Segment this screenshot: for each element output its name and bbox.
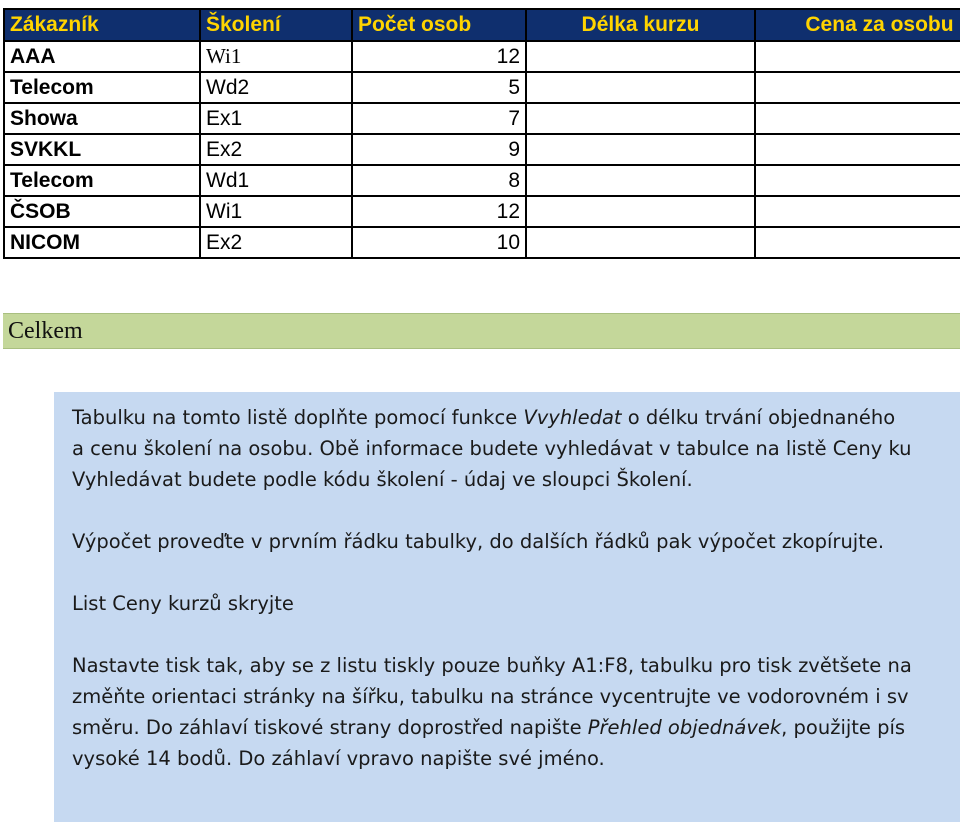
table-row (4, 134, 960, 165)
header-course[interactable]: Školení (200, 9, 352, 41)
cell-course[interactable]: Wd2 (200, 72, 352, 103)
cell-course-length[interactable] (526, 41, 755, 72)
cell-course-length[interactable] (526, 134, 755, 165)
cell-price-per-person[interactable] (755, 103, 960, 134)
instruction-line: Tabulku na tomto listě doplňte pomocí funkce Vvyhledat o délku trvání objednaného (72, 406, 896, 429)
table-row (4, 196, 960, 227)
instruction-line: směru. Do záhlaví tiskové strany doprostřed napište Přehled objednávek, použijte pís (72, 716, 906, 739)
header-price-per-person[interactable]: Cena za osobu (755, 9, 960, 41)
cell-persons[interactable]: 5 (352, 72, 526, 103)
cell-persons[interactable]: 12 (352, 196, 526, 227)
instruction-line: List Ceny kurzů skryjte (72, 592, 294, 615)
instruction-line: změňte orientaci stránky na šířku, tabulku na stránce vycentrujte ve vodorovném i sv (72, 685, 909, 708)
cell-course[interactable]: Ex2 (200, 227, 352, 258)
cell-price-per-person[interactable] (755, 227, 960, 258)
instruction-line: Nastavte tisk tak, aby se z listu tiskly pouze buňky A1:F8, tabulku pro tisk zvětšete na (72, 654, 912, 677)
cell-price-per-person[interactable] (755, 165, 960, 196)
cell-customer[interactable]: AAA (4, 41, 200, 72)
orders-table (3, 8, 960, 259)
cell-price-per-person[interactable] (755, 41, 960, 72)
cell-customer[interactable]: Showa (4, 103, 200, 134)
instruction-line: Vyhledávat budete podle kódu školení - údaj ve sloupci Školení. (72, 468, 693, 491)
instruction-line: vysoké 14 bodů. Do záhlaví vpravo napište své jméno. (72, 747, 605, 770)
cell-customer[interactable]: NICOM (4, 227, 200, 258)
instruction-line: Výpočet proveďte v prvním řádku tabulky, do dalších řádků pak výpočet zkopírujte. (72, 530, 885, 553)
table-row (4, 72, 960, 103)
cell-price-per-person[interactable] (755, 196, 960, 227)
total-row[interactable] (3, 313, 960, 349)
table-row (4, 103, 960, 134)
header-persons[interactable]: Počet osob (352, 9, 526, 41)
cell-course-length[interactable] (526, 165, 755, 196)
function-name: Vvyhledat (523, 406, 622, 429)
cell-course[interactable]: Ex2 (200, 134, 352, 165)
header-customer[interactable]: Zákazník (4, 9, 200, 41)
cell-course-length[interactable] (526, 103, 755, 134)
table-row (4, 227, 960, 258)
cell-customer[interactable]: Telecom (4, 165, 200, 196)
cell-course-length[interactable] (526, 72, 755, 103)
table-header-row (4, 9, 960, 41)
cell-persons[interactable]: 8 (352, 165, 526, 196)
cell-persons[interactable]: 9 (352, 134, 526, 165)
cell-course[interactable]: Wd1 (200, 165, 352, 196)
cell-course-length[interactable] (526, 196, 755, 227)
cell-customer[interactable]: ČSOB (4, 196, 200, 227)
cell-course-length[interactable] (526, 227, 755, 258)
cell-persons[interactable]: 12 (352, 41, 526, 72)
cell-customer[interactable]: SVKKL (4, 134, 200, 165)
cell-course[interactable]: Wi1 (200, 196, 352, 227)
cell-course[interactable]: Wi1 (200, 41, 352, 72)
instruction-line: a cenu školení na osobu. Obě informace budete vyhledávat v tabulce na listě Ceny ku (72, 437, 912, 460)
cell-persons[interactable]: 10 (352, 227, 526, 258)
header-text-example: Přehled objednávek (587, 716, 782, 739)
table-row (4, 41, 960, 72)
table-row (4, 165, 960, 196)
header-course-length[interactable]: Délka kurzu (526, 9, 755, 41)
cell-price-per-person[interactable] (755, 72, 960, 103)
instructions-textbox[interactable] (54, 392, 960, 822)
cell-persons[interactable]: 7 (352, 103, 526, 134)
cell-price-per-person[interactable] (755, 134, 960, 165)
total-label: Celkem (8, 318, 83, 344)
cell-customer[interactable]: Telecom (4, 72, 200, 103)
cell-course[interactable]: Ex1 (200, 103, 352, 134)
